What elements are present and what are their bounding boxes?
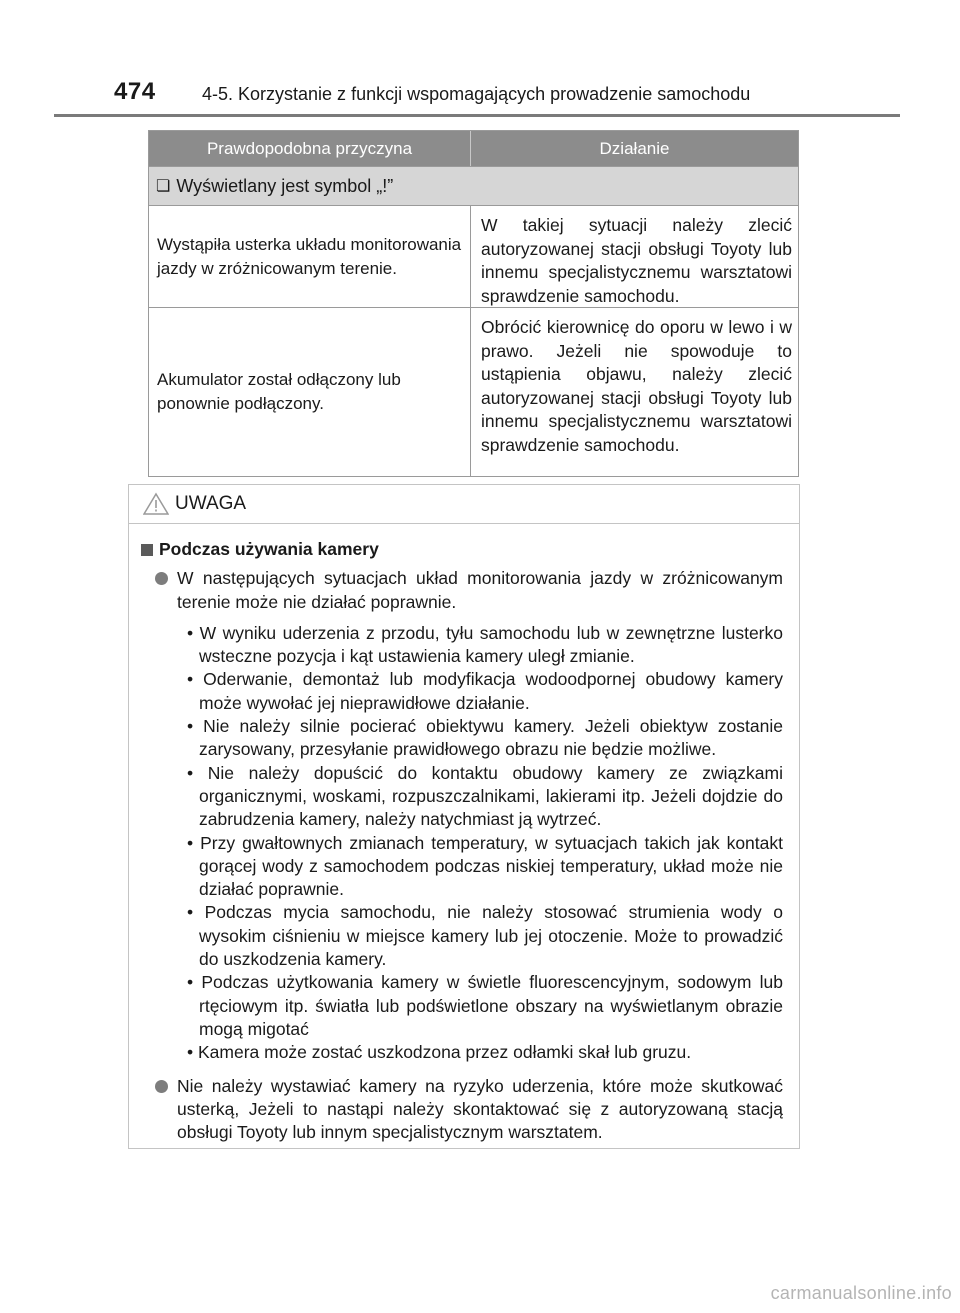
table-subheader <box>149 166 798 205</box>
diagnostic-table <box>148 130 799 477</box>
checkbox-square-icon: ❏ <box>156 178 171 195</box>
warning-body <box>129 524 799 1144</box>
action-cell: Obrócić kierownicę do oporu w lewo i w prawo. Jeżeli nie spowoduje to ustąpienia objawu, należy zlecić autoryzowanej stacji obsługi Toyoty lub innemu specjalistycznemu warsztatowi sprawdzenie samochodu. <box>481 317 792 455</box>
warning-triangle-icon <box>143 492 169 516</box>
warning-subtitle-text: Podczas używania kamery <box>159 539 379 559</box>
warning-header <box>129 485 799 524</box>
list-item: • Kamera może zostać uszkodzona przez odłamki skał lub gruzu. <box>187 1042 692 1063</box>
warning-subtitle <box>141 538 783 561</box>
condition-list <box>187 622 783 1065</box>
cause-cell: Akumulator został odłączony lub ponownie podłączony. <box>149 308 471 476</box>
warning-item <box>153 567 783 614</box>
square-bullet-icon <box>141 544 153 556</box>
list-item: • Podczas mycia samochodu, nie należy stosować strumienia wody o wysokim ciśnieniu w miejsce kamery lub jej otoczenie. Może to prowadzić do uszkodzenia kamery. <box>187 902 783 970</box>
list-item: • Przy gwałtownych zmianach temperatury, w sytuacjach takich jak kontakt gorącej wody z samochodem podczas niskiej temperatury, układ może nie działać poprawnie. <box>187 832 783 900</box>
column-header-cause: Prawdopodobna przyczyna <box>149 131 471 166</box>
page-header <box>0 0 960 120</box>
table-row <box>149 205 798 307</box>
cause-cell: Wystąpiła usterka układu monitorowania jazdy w zróżnicowanym terenie. <box>149 206 471 307</box>
table-row <box>149 307 798 476</box>
warning-item <box>153 1075 783 1145</box>
warning-item-text: W następujących sytuacjach układ monitorowania jazdy w zróżnicowanym terenie może nie działać poprawnie. <box>177 568 783 612</box>
list-item: • Podczas użytkowania kamery w świetle fluorescencyjnym, sodowym lub rtęciowym itp. światła lub podświetlone obszary na wyświetlanym obrazie mogą migotać <box>187 972 783 1039</box>
table-header <box>149 131 798 166</box>
warning-title: UWAGA <box>175 493 247 514</box>
action-cell: W takiej sytuacji należy zlecić autoryzowanej stacji obsługi Toyoty lub innemu specjalistycznemu warsztatowi sprawdzenie samochodu. <box>481 215 792 306</box>
warning-box <box>128 484 800 1149</box>
page-number: 474 <box>114 78 156 105</box>
list-item: • Nie należy dopuścić do kontaktu obudowy kamery ze związkami organicznymi, woskami, rozpuszczalnikami, lakierami itp. Jeżeli dojdzie do zabrudzenia kamery, należy natychmiast ją wytrzeć. <box>187 762 783 830</box>
list-item: • Nie należy silnie pocierać obiektywu kamery. Jeżeli obiektyw zostanie zarysowany, przesyłanie prawidłowego obrazu nie będzie możliwe. <box>187 716 783 760</box>
watermark: carmanualsonline.info <box>770 1283 952 1303</box>
header-divider <box>54 114 900 117</box>
warning-item-text: Nie należy wystawiać kamery na ryzyko uderzenia, które może skutkować usterką, Jeżeli to nastąpi należy skontaktować się z autoryzowaną stacją obsługi Toyoty lub innym specjalistycznym warsztatem. <box>177 1075 783 1143</box>
list-item: • W wyniku uderzenia z przodu, tyłu samochodu lub w zewnętrzne lusterko wsteczne pozycja i kąt ustawienia kamery uległ zmianie. <box>187 622 783 667</box>
section-title: 4-5. Korzystanie z funkcji wspomagających prowadzenie samochodu <box>202 84 751 104</box>
list-item: • Oderwanie, demontaż lub modyfikacja wodoodpornej obudowy kamery może wywołać jej nieprawidłowe działanie. <box>187 669 783 713</box>
column-header-action: Działanie <box>599 138 670 158</box>
subheader-text: Wyświetlany jest symbol „!” <box>176 175 394 196</box>
circle-bullet-icon <box>155 1080 168 1093</box>
circle-bullet-icon <box>155 572 168 585</box>
